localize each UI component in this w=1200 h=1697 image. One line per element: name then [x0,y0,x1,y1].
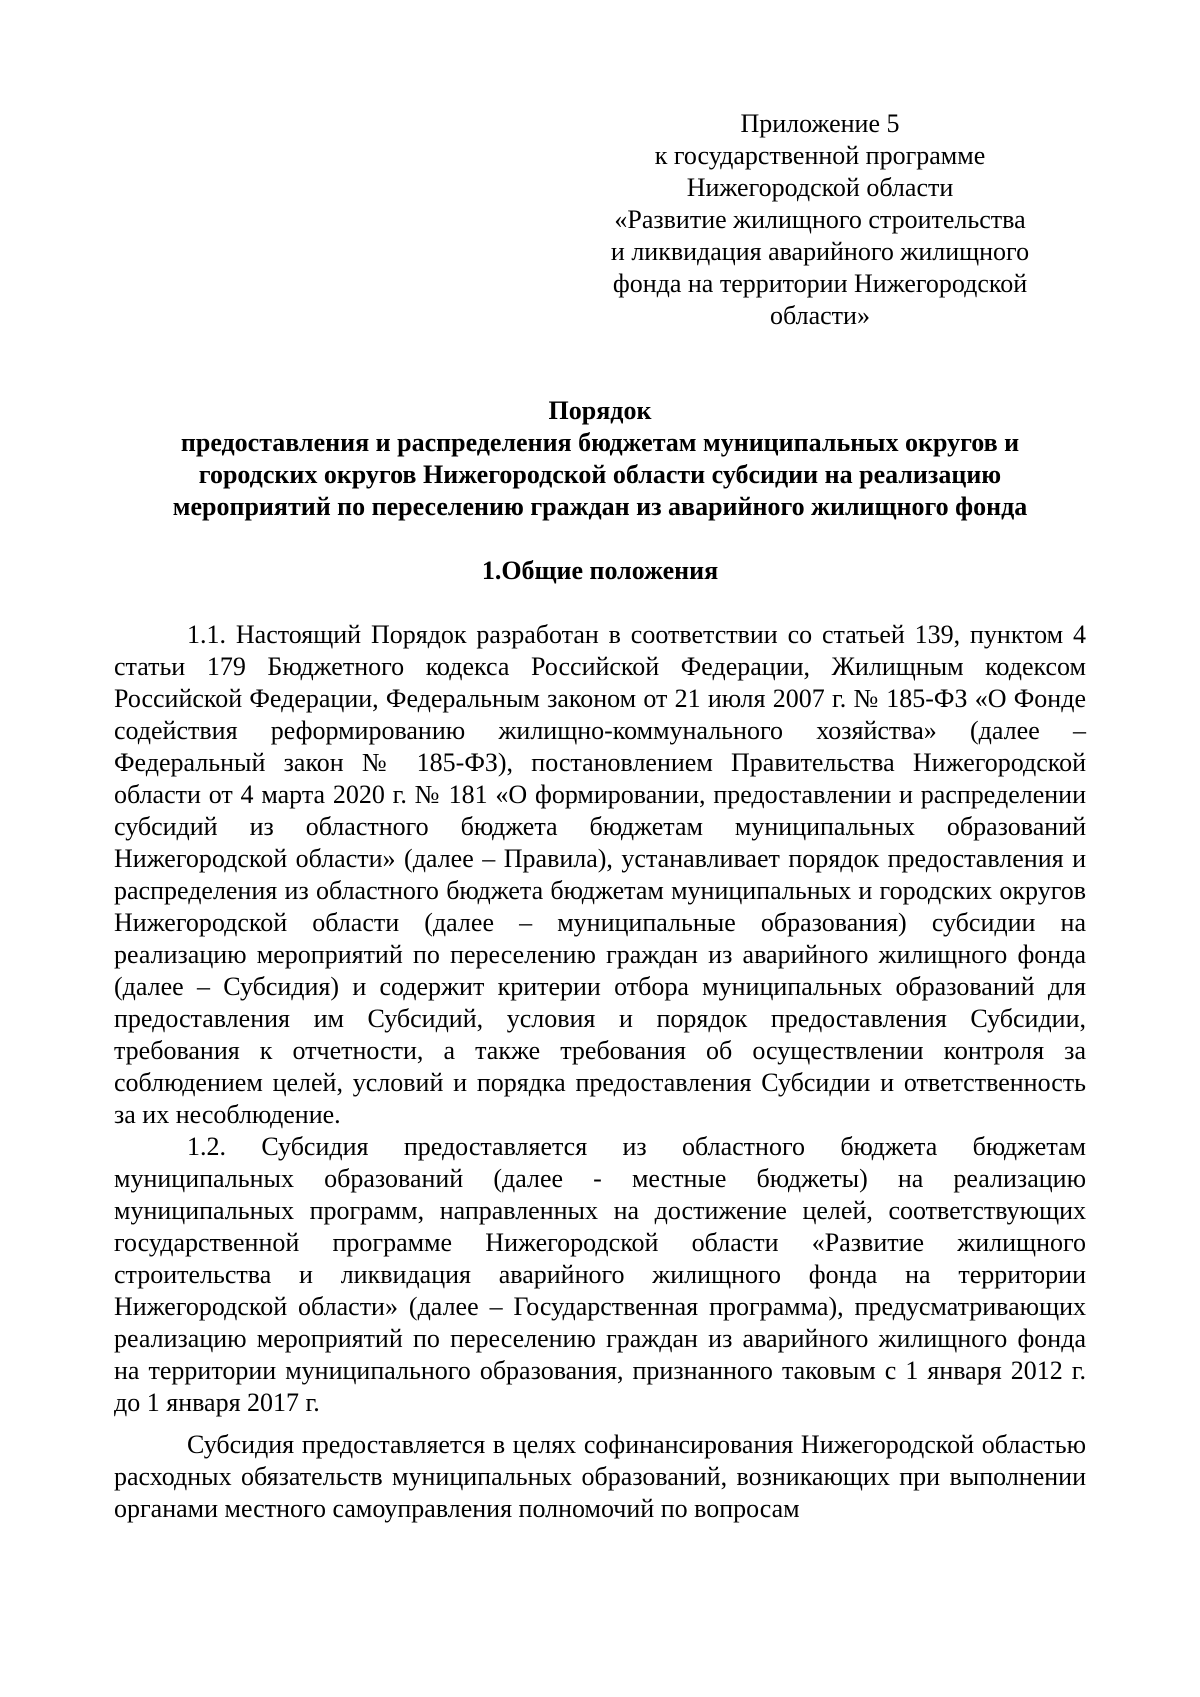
document-title [114,395,1086,523]
appendix-header [600,108,1040,332]
section-body [114,619,1086,1525]
paragraph-subsidy-purpose: Субсидия предоставляется в целях софинансирования Нижегородской областью расходных обязательств муниципальных образований, возникающих при выполнении органами местного самоуправления полномочий по вопросам [114,1430,1086,1523]
title-line: городских округов Нижегородской области субсидии на реализацию [198,460,1002,489]
appendix-line: «Развитие жилищного строительства [614,205,1026,234]
paragraph-1-2: 1.2. Субсидия предоставляется из областного бюджета бюджетам муниципальных образований (далее - местные бюджеты) на реализацию муниципальных программ, направленных на достижение целей, соответствующих государственной программе Нижегородской области «Развитие жилищного строительства и ликвидация аварийного жилищного фонда на территории Нижегородской области» (далее – Государственная программа), предусматривающих реализацию мероприятий по переселению граждан из аварийного жилищного фонда на территории муниципального образования, признанного таковым с 1 января 2012 г. до 1 января 2017 г. [114,1132,1086,1417]
paragraph-1-1: 1.1. Настоящий Порядок разработан в соответствии со статьей 139, пунктом 4 статьи 179 Бюджетного кодекса Российской Федерации, Жилищным кодексом Российской Федерации, Федеральным законом от 21 июля 2007 г. № 185-ФЗ «О Фонде содействия реформированию жилищно-коммунального хозяйства» (далее – Федеральный закон № 185-ФЗ), постановлением Правительства Нижегородской области от 4 марта 2020 г. № 181 «О формировании, предоставлении и распределении субсидий из областного бюджета бюджетам муниципальных образований Нижегородской области» (далее – Правила), устанавливает порядок предоставления и распределения из областного бюджета бюджетам муниципальных и городских округов Нижегородской области (далее – муниципальные образования) субсидии на реализацию мероприятий по переселению граждан из аварийного жилищного фонда (далее – Субсидия) и содержит критерии отбора муниципальных образований для предоставления им Субсидий, условия и порядок предоставления Субсидии, требования к отчетности, а также требования об осуществлении контроля за соблюдением целей, условий и порядка предоставления Субсидии и ответственность за их несоблюдение. [114,620,1086,1129]
title-line: предоставления и распределения бюджетам муниципальных округов и [180,428,1020,457]
appendix-line: Приложение 5 [740,109,900,138]
section-heading: 1.Общие положения [481,556,719,585]
appendix-line: Нижегородской области [686,173,954,202]
appendix-line: фонда на территории Нижегородской [612,269,1028,298]
appendix-line: к государственной программе [654,141,986,170]
appendix-line: области» [770,301,870,330]
appendix-line: и ликвидация аварийного жилищного [610,237,1030,266]
title-line: мероприятий по переселению граждан из аварийного жилищного фонда [172,492,1028,521]
title-line: Порядок [548,396,652,425]
